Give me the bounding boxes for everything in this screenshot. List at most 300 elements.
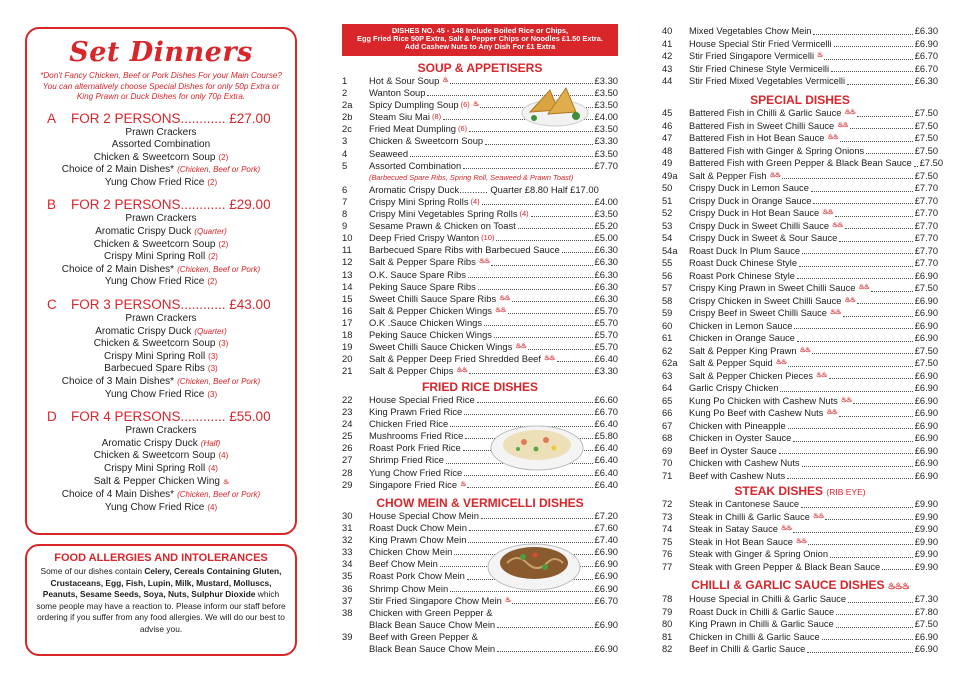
- item-name: Chicken with Green Pepper &: [369, 606, 493, 618]
- package-item: [37, 389, 285, 402]
- menu-item: [342, 293, 618, 305]
- package-item-text: Chicken & Sweetcorn Soup: [93, 338, 216, 350]
- item-number: 10: [342, 232, 353, 244]
- chilli-title: CHILLI & GARLIC SAUCE DISHES: [691, 578, 885, 592]
- item-price: £7.70: [914, 195, 938, 206]
- item-number: 60: [662, 320, 673, 331]
- item-number: 76: [662, 549, 673, 559]
- menu-item: [342, 510, 618, 522]
- dot-leader: [857, 295, 913, 305]
- item-name: Roast Pork Chow Mein: [369, 570, 465, 582]
- set-packages: [37, 111, 285, 515]
- dot-leader: [853, 395, 912, 405]
- item-name: Roast Duck Chow Mein: [369, 522, 467, 534]
- chili-icon: ♨♨: [769, 171, 781, 179]
- item-name: Salt & Pepper Squid: [689, 358, 773, 368]
- menu-item: [342, 305, 618, 317]
- item-number: 26: [342, 442, 353, 454]
- package-item: [37, 450, 285, 463]
- chili-icon: ♨♨: [822, 209, 833, 216]
- item-price: £6.70: [594, 406, 618, 418]
- item-number: 2c: [342, 123, 352, 135]
- menu-item: [662, 511, 938, 524]
- section-title-soup: SOUP & APPETISERS: [417, 61, 543, 75]
- dot-leader: [793, 523, 912, 533]
- package-item-text: Chicken & Sweetcorn Soup: [93, 238, 216, 250]
- item-number: 62a: [662, 358, 678, 368]
- item-price: £6.90: [594, 558, 618, 570]
- steak-subtitle: (RIB EYE): [826, 487, 866, 497]
- menu-item: [662, 498, 938, 511]
- item-name: Salt & Pepper Spare Ribs: [369, 256, 476, 268]
- package-item-note: (4): [207, 502, 218, 512]
- menu-item: [662, 382, 938, 395]
- dot-leader: [836, 606, 913, 616]
- item-number: 33: [342, 546, 353, 558]
- dot-leader: [839, 232, 912, 242]
- item-price: £6.90: [914, 433, 938, 443]
- package-header: [37, 409, 285, 425]
- item-name: Kung Po Chicken with Cashew Nuts: [689, 395, 838, 406]
- dot-leader: [799, 257, 913, 267]
- item-price: £3.30: [594, 75, 618, 86]
- dot-leader: [485, 135, 592, 144]
- item-number: 78: [662, 594, 673, 604]
- item-number: 44: [662, 76, 673, 86]
- item-number: 55: [662, 258, 673, 268]
- chili-icon: ♨♨: [543, 355, 555, 363]
- dot-leader: [469, 522, 593, 531]
- chili-icon: ♨♨: [494, 306, 506, 314]
- package-item: [37, 326, 285, 339]
- item-name: Chicken in Orange Sauce: [689, 333, 795, 343]
- package-item: [37, 438, 285, 451]
- chili-icon: ♨: [222, 478, 229, 486]
- item-number: 52: [662, 208, 673, 218]
- package-item-text: Yung Chow Fried Rice: [104, 176, 205, 188]
- menu-item: [662, 145, 938, 158]
- menu-list-vermicelli: [662, 25, 938, 88]
- package-item-text: Prawn Crackers: [125, 213, 197, 225]
- package-item-text: Aromatic Crispy Duck: [95, 226, 192, 238]
- menu-item: [662, 345, 938, 358]
- item-price: £6.30: [914, 76, 938, 86]
- item-name: House Special in Chilli & Garlic Sauce: [689, 594, 847, 604]
- item-price: £6.90: [914, 308, 938, 318]
- item-number: 2b: [342, 111, 353, 123]
- item-number: 49a: [662, 170, 678, 181]
- package-item-text: Choice of 4 Main Dishes*: [61, 489, 175, 501]
- package-item: [37, 251, 285, 264]
- item-name: Beef with Green Pepper &: [369, 630, 478, 642]
- item-price: £3.30: [594, 135, 618, 147]
- package-item-note: (3): [207, 364, 218, 374]
- item-number: 64: [662, 383, 673, 393]
- dot-leader: [866, 145, 913, 155]
- item-name: Crispy Chicken in Sweet Chilli Sauce: [689, 295, 842, 306]
- item-number: 82: [662, 644, 673, 654]
- package-item-note: (3): [207, 389, 218, 399]
- menu-item: [342, 172, 618, 184]
- item-name: Roast Duck Chinese Style: [689, 258, 797, 268]
- item-price: £5.70: [594, 316, 618, 328]
- item-name: Roast Duck in Chilli & Garlic Sauce: [689, 606, 835, 617]
- item-number: 19: [342, 341, 353, 353]
- dot-leader: [845, 220, 913, 230]
- dot-leader: [812, 345, 913, 355]
- item-price: £6.40: [594, 418, 618, 430]
- item-number: 29: [342, 478, 353, 490]
- section-title-chowmein: CHOW MEIN & VERMICELLI DISHES: [376, 496, 584, 510]
- item-number: 42: [662, 51, 673, 61]
- menu-item: [662, 457, 938, 470]
- item-number: 28: [342, 466, 353, 478]
- item-number: 4: [342, 147, 348, 159]
- allergy-pre: Some of our dishes contain: [40, 566, 145, 576]
- dot-leader: [484, 317, 592, 326]
- dot-leader: [469, 365, 593, 374]
- item-number: 32: [342, 534, 353, 546]
- item-name: Peking Sauce Spare Ribs: [369, 280, 476, 292]
- item-name: Crispy Duck in Sweet & Sour Sauce: [689, 233, 838, 243]
- menu-item: [662, 631, 938, 644]
- dot-leader: [840, 132, 913, 142]
- item-number: 22: [342, 394, 353, 405]
- package-item: [37, 313, 285, 326]
- item-name: Crispy Mini Vegetables Spring Rolls: [369, 208, 518, 220]
- item-name: Roast Pork Chinese Style: [689, 270, 795, 281]
- package-item-text: Crispy Mini Spring Roll: [104, 350, 206, 362]
- item-name: House Special Chow Mein: [369, 510, 479, 521]
- menu-item: [662, 320, 938, 333]
- package-item: [37, 338, 285, 351]
- dot-leader: [850, 120, 913, 130]
- package-item-note: (Chicken, Beef or Pork): [177, 264, 261, 274]
- item-name: Salt & Pepper Chicken Pieces: [689, 370, 814, 381]
- menu-item: [342, 184, 618, 196]
- item-number: 23: [342, 406, 353, 418]
- item-name: Stir Fried Singapore Chow Mein: [369, 594, 502, 606]
- chili-icon: ♨: [460, 480, 466, 488]
- item-number: 53: [662, 220, 673, 231]
- package-item-note: (2): [218, 152, 229, 162]
- menu-item: [662, 207, 938, 220]
- item-price: £6.90: [594, 582, 618, 594]
- dot-leader: [562, 244, 593, 253]
- item-price: £7.50: [914, 283, 938, 293]
- item-price: £3.50: [594, 99, 618, 111]
- package-item: [37, 152, 285, 165]
- menu-item: [662, 107, 938, 120]
- item-name: Salt & Pepper Chicken Wings: [369, 304, 492, 316]
- item-number: 50: [662, 183, 673, 193]
- banner-line: Egg Fried Rice 50P Extra, Salt & Pepper Chips or Noodles £1.50 Extra.: [357, 34, 603, 43]
- banner-line: Add Cashew Nuts to Any Dish For £1 Extra: [404, 42, 556, 51]
- chili-icon: ♨♨: [799, 346, 811, 354]
- package-header: [37, 111, 285, 127]
- item-name: Chicken in Oyster Sauce: [689, 433, 792, 443]
- item-number: 2a: [342, 99, 353, 111]
- package-item-text: Prawn Crackers: [125, 313, 197, 325]
- menu-item: [342, 643, 618, 655]
- item-price: £6.90: [914, 38, 938, 49]
- item-price: £7.50: [914, 619, 938, 629]
- item-name: Steak with Green Pepper & Black Bean Sauce: [689, 561, 881, 572]
- menu-item: [662, 470, 938, 483]
- item-name: Chicken with Cashew Nuts: [689, 458, 800, 468]
- item-price: £6.90: [594, 570, 618, 582]
- package-item: [37, 351, 285, 364]
- menu-item: [662, 245, 938, 258]
- item-quantity-note: (10): [481, 233, 495, 243]
- allergy-panel: [25, 544, 297, 656]
- chili-icon: ♨♨: [780, 525, 792, 532]
- package-label: FOR 2 PERSONS............ £27.00: [71, 110, 271, 126]
- item-quantity-note: (6): [460, 100, 470, 110]
- dot-leader: [839, 407, 913, 417]
- item-number: 18: [342, 328, 353, 340]
- rice-info-banner: [342, 24, 618, 56]
- package-letter: C: [47, 297, 57, 313]
- dot-leader: [468, 269, 593, 278]
- item-number: 41: [662, 38, 673, 49]
- chili-icon: ♨♨: [832, 221, 843, 229]
- item-name: Sweet Chilli Sauce Chicken Wings: [369, 341, 513, 353]
- item-name: Battered Fish with Green Pepper & Black Bean Sauce: [689, 158, 912, 168]
- package-label: FOR 3 PERSONS............ £43.00: [71, 297, 271, 313]
- item-name: Crispy Duck in Lemon Sauce: [689, 183, 809, 193]
- dot-leader: [497, 619, 592, 628]
- item-price: £6.90: [914, 270, 938, 281]
- menu-item: [342, 256, 618, 268]
- dot-leader: [811, 182, 913, 192]
- item-price: £7.50: [914, 145, 938, 156]
- item-name: Chicken with Pineapple: [689, 420, 786, 431]
- item-price: £6.90: [914, 295, 938, 306]
- menu-item: [662, 536, 938, 549]
- item-number: 47: [662, 133, 673, 143]
- item-number: 69: [662, 445, 673, 456]
- package-letter: A: [47, 110, 57, 126]
- item-number: 54a: [662, 245, 678, 256]
- package-item-text: Chicken & Sweetcorn Soup: [93, 151, 216, 163]
- item-name: Mixed Vegetables Chow Mein: [689, 26, 812, 36]
- menu-item: [342, 244, 618, 256]
- item-price: £7.70: [594, 159, 618, 171]
- item-name: Fried Meat Dumpling: [369, 123, 457, 135]
- dot-leader: [824, 50, 912, 60]
- item-name: Sweet Chilli Sauce Spare Ribs: [369, 292, 497, 304]
- item-name: Steak with Ginger & Spring Onion: [689, 549, 829, 559]
- menu-item: [662, 432, 938, 445]
- package-item-text: Yung Chow Fried Rice: [104, 501, 205, 513]
- item-number: 62: [662, 345, 673, 356]
- item-number: 48: [662, 145, 673, 156]
- item-price: £6.60: [594, 394, 618, 405]
- item-number: 54: [662, 233, 673, 243]
- item-name: Steam Siu Mai: [369, 111, 430, 123]
- item-name: Chicken in Chilli & Garlic Sauce: [689, 631, 820, 642]
- menu-item: [662, 295, 938, 308]
- item-name: Salt & Pepper King Prawn: [689, 345, 797, 356]
- item-number: 7: [342, 195, 348, 207]
- item-number: 40: [662, 26, 673, 36]
- sesame-toast-image: [520, 82, 590, 128]
- item-name: King Prawn in Chilli & Garlic Sauce: [689, 619, 834, 629]
- package-item-text: Aromatic Crispy Duck: [101, 437, 198, 449]
- dot-leader: [871, 282, 913, 292]
- dot-leader: [779, 445, 913, 455]
- item-number: 37: [342, 594, 353, 606]
- item-name: O.K .Sauce Chicken Wings: [369, 316, 483, 328]
- package-item: [37, 127, 285, 140]
- item-name: Steak in Chilli & Garlic Sauce: [689, 511, 810, 522]
- dot-leader: [847, 75, 913, 85]
- dot-leader: [497, 643, 592, 652]
- menu-item: [342, 135, 618, 147]
- item-price: £6.40: [594, 442, 618, 454]
- dot-leader: [528, 341, 593, 350]
- item-number: 51: [662, 195, 673, 206]
- dot-leader: [557, 353, 593, 362]
- item-name: Battered Fish in Chilli & Garlic Sauce: [689, 108, 842, 118]
- item-number: 68: [662, 433, 673, 443]
- item-price: £6.90: [914, 458, 938, 468]
- item-number: 27: [342, 454, 353, 466]
- item-name: Crispy Beef in Sweet Chilli Sauce: [689, 308, 827, 318]
- item-number: 12: [342, 256, 353, 268]
- item-number: 6: [342, 183, 348, 195]
- dot-leader: [857, 107, 913, 117]
- dot-leader: [780, 382, 912, 392]
- item-name: House Special Fried Rice: [369, 394, 475, 405]
- package-item-text: Salt & Pepper Chicken Wing: [93, 475, 220, 487]
- package-item-text: Crispy Mini Spring Roll: [104, 462, 206, 474]
- item-price: £6.90: [914, 420, 938, 431]
- item-number: 70: [662, 458, 673, 468]
- item-number: 25: [342, 430, 353, 442]
- package-item-text: Barbecued Spare Ribs: [104, 363, 205, 375]
- item-name: Wanton Soup: [369, 87, 426, 99]
- item-name: Assorted Combination: [369, 159, 462, 171]
- item-number: 77: [662, 561, 673, 572]
- chili-icon: ♨: [442, 77, 448, 84]
- chili-icon: ♨♨: [499, 294, 510, 302]
- item-quantity-note: (4): [470, 196, 480, 206]
- chili-icon: ♨♨: [456, 367, 467, 375]
- item-name: Garlic Crispy Chicken: [689, 383, 779, 393]
- item-number: 8: [342, 208, 348, 220]
- menu-item: [662, 357, 938, 370]
- menu-item: [662, 38, 938, 51]
- section-title-steak: [662, 484, 938, 499]
- chili-icon: ♨♨: [795, 537, 807, 545]
- package-item: [37, 489, 285, 502]
- chili-icon: ♨♨: [829, 309, 841, 316]
- menu-item: [342, 220, 618, 232]
- dot-leader: [822, 631, 913, 641]
- dot-leader: [835, 207, 913, 217]
- menu-item: [662, 25, 938, 38]
- item-price: £6.90: [914, 383, 938, 393]
- package-label: FOR 2 PERSONS............ £29.00: [71, 197, 271, 213]
- item-price: £7.60: [594, 522, 618, 534]
- item-name: O.K. Sauce Spare Ribs: [369, 268, 466, 280]
- chili-icon: ♨♨: [816, 371, 827, 379]
- item-number: 31: [342, 522, 353, 534]
- item-number: 9: [342, 220, 348, 232]
- menu-item: [662, 407, 938, 420]
- item-price: £6.90: [914, 470, 938, 481]
- menu-item: [662, 618, 938, 631]
- menu-item: [662, 606, 938, 619]
- item-name: Shrimp Fried Rice: [369, 454, 445, 466]
- item-number: 24: [342, 418, 353, 430]
- fried-rice-image: [488, 418, 586, 474]
- menu-item: [662, 420, 938, 433]
- package-item-note: (2): [218, 239, 229, 249]
- item-name: Aromatic Crispy Duck........... Quarter £8.80 Half £17.00: [369, 183, 599, 195]
- dot-leader: [825, 511, 912, 521]
- dot-leader: [508, 305, 593, 314]
- menu-item: [342, 595, 618, 607]
- item-name: Crispy Duck in Hot Bean Sauce: [689, 208, 820, 218]
- menu-item: [342, 353, 618, 365]
- dot-leader: [813, 195, 912, 205]
- item-price: £7.50: [919, 158, 943, 168]
- section-title-special: SPECIAL DISHES: [750, 93, 850, 107]
- item-name: Crispy Duck in Orange Sauce: [689, 195, 812, 206]
- item-number: 3: [342, 135, 348, 147]
- item-price: £5.70: [594, 328, 618, 340]
- item-name: Black Bean Sauce Chow Mein: [369, 643, 496, 655]
- item-price: £9.90: [914, 549, 938, 559]
- item-price: £7.70: [914, 183, 938, 193]
- item-price: £5.70: [594, 341, 618, 353]
- item-number: 46: [662, 120, 673, 131]
- item-name: King Prawn Chow Mein: [369, 534, 467, 546]
- item-name: Yung Chow Fried Rice: [369, 466, 463, 478]
- menu-item: [342, 208, 618, 220]
- item-number: 39: [342, 630, 353, 642]
- item-price: £5.70: [594, 304, 618, 316]
- chili-icon: ♨♨: [812, 512, 824, 520]
- item-price: £6.40: [594, 466, 618, 478]
- item-number: 66: [662, 408, 673, 418]
- menu-item: [342, 160, 618, 172]
- item-name: Steak in Hot Bean Sauce: [689, 536, 793, 547]
- item-name: Chicken & Sweetcorn Soup: [369, 135, 484, 147]
- menu-list-steak: [662, 498, 938, 573]
- item-price: £6.70: [914, 63, 938, 74]
- dot-leader: [834, 38, 913, 48]
- item-price: £6.90: [914, 395, 938, 406]
- chili-icon: ♨: [817, 52, 823, 59]
- item-price: £7.40: [594, 534, 618, 546]
- item-price: £6.90: [914, 445, 938, 456]
- set-dinners-intro: *Don't Fancy Chicken, Beef or Pork Dishes For your Main Course? You can alternatively choose Special Dishes for only 50p Extra or King Prawn or Duck Dishes for only 70p Extra.: [40, 71, 282, 101]
- item-price: £3.50: [594, 87, 618, 99]
- item-name: Peking Sauce Chicken Wings: [369, 328, 492, 340]
- item-price: £4.00: [594, 195, 618, 207]
- item-price: £6.30: [594, 256, 618, 268]
- item-price: £9.90: [914, 536, 938, 547]
- item-price: £7.70: [914, 258, 938, 268]
- item-price: £6.90: [914, 631, 938, 642]
- package-header: [37, 297, 285, 313]
- item-number: 75: [662, 536, 673, 547]
- dot-leader: [531, 208, 593, 217]
